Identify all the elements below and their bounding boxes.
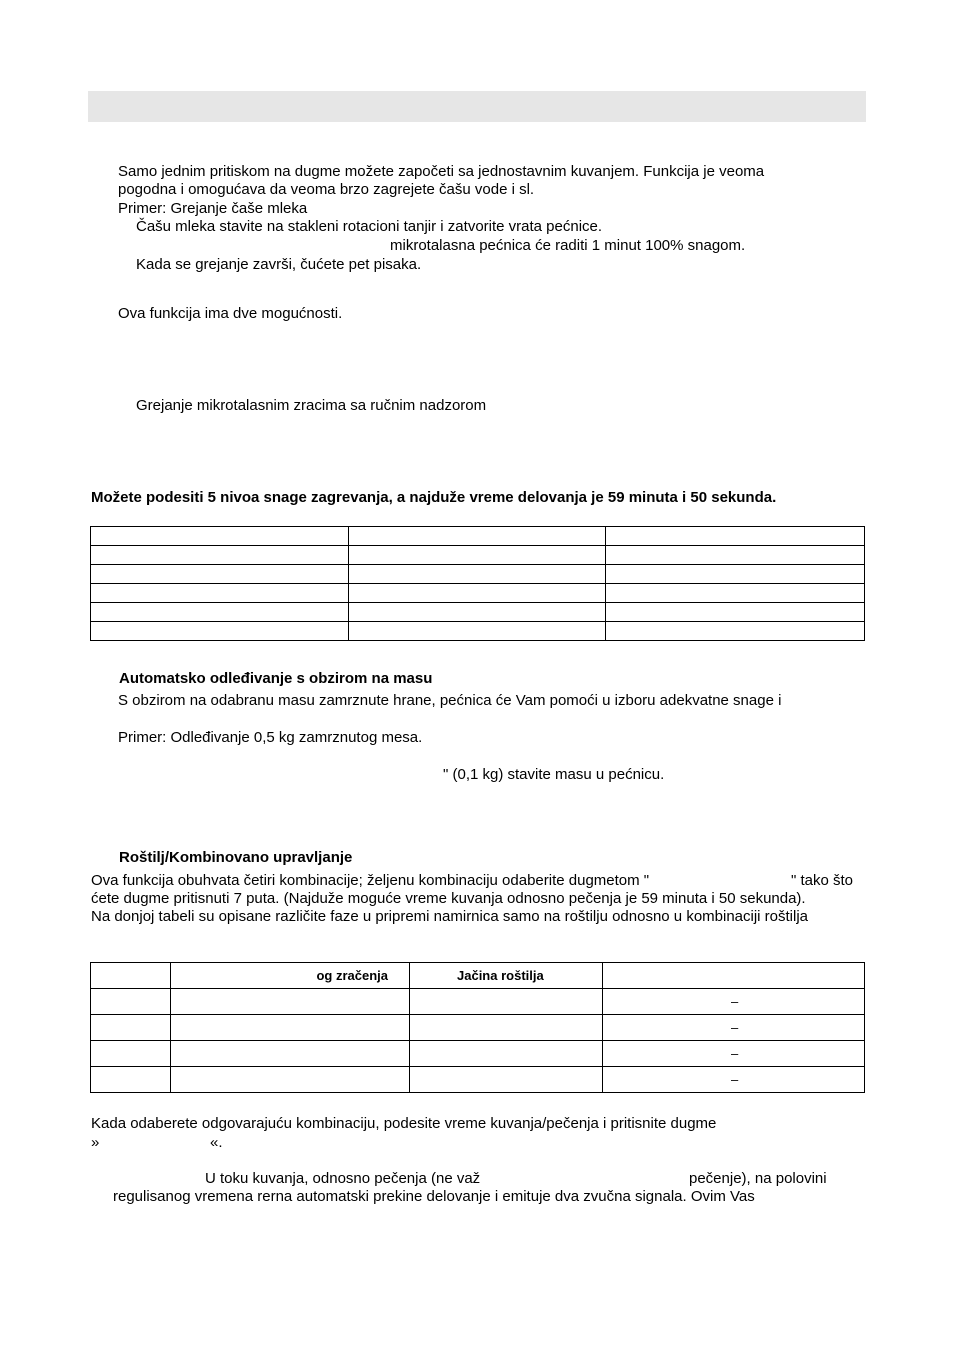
table-cell [606,546,865,565]
table-cell [91,546,349,565]
footer-quote-close: «. [210,1134,223,1151]
grill-line2: ćete dugme pritisnuti 7 puta. (Najduže moguće vreme kuvanja odnosno pečenja je 59 minuta i 50 sekunda). [91,890,806,907]
modes-manual: Grejanje mikrotalasnim zracima sa ručnim nadzorom [136,397,487,414]
table-row [91,622,865,641]
footer-line3-b: pečenje), na polovini [689,1170,827,1187]
table-header-cell: og zračenja [171,963,410,989]
grill-line1-end: " tako što [791,872,854,889]
table-cell [410,1067,603,1093]
table-row [91,603,865,622]
table-cell [171,1015,410,1041]
table-cell [606,565,865,584]
table-cell [349,622,606,641]
table-cell [171,1067,410,1093]
dash-mark: – [731,994,739,1009]
table-cell [410,1015,603,1041]
table-header-row [91,963,865,989]
table-cell [603,989,865,1015]
table-cell [91,527,349,546]
dash-mark: – [731,1046,739,1061]
footer-line1: Kada odaberete odgovarajuću kombinaciju, podesite vreme kuvanja/pečenja i pritisnite dugme [91,1115,717,1132]
table-cell [91,1015,171,1041]
defrost-example: Primer: Odleđivanje 0,5 kg zamrznutog mesa. [118,729,423,746]
dash-mark: – [731,1020,739,1035]
grill-line1: Ova funkcija obuhvata četiri kombinacije; željenu kombinaciju odaberite dugmetom " [91,872,650,889]
table-cell [606,622,865,641]
table-row [91,1067,865,1093]
power-table [90,526,865,641]
grill-title: Roštilj/Kombinovano upravljanje [119,849,353,866]
table-header-cell [603,963,865,989]
footer-line3-a: U toku kuvanja, odnosno pečenja (ne važ [205,1170,481,1187]
table-cell [606,527,865,546]
table-cell [606,603,865,622]
footer-quote-open: » [91,1134,100,1151]
table-cell [349,603,606,622]
quick-start-example: Primer: Grejanje čaše mleka [118,200,308,217]
table-cell [603,1041,865,1067]
grill-line3: Na donjoj tabeli su opisane različite faze u pripremi namirnica samo na roštilju odnosno u kombinaciji roštilja [91,908,809,925]
table-row [91,1015,865,1041]
defrost-title: Automatsko odleđivanje s obzirom na masu [119,670,433,687]
table-header-cell [91,963,171,989]
table-cell [171,989,410,1015]
table-row [91,565,865,584]
table-cell [91,1067,171,1093]
quick-start-line2: pogodna i omogućava da veoma brzo zagrejete čašu vode i sl. [118,181,535,198]
quick-start-step1: Čašu mleka stavite na stakleni rotacioni tanjir i zatvorite vrata pećnice. [136,218,603,235]
table-row [91,1041,865,1067]
table-cell [349,565,606,584]
table-cell [349,527,606,546]
table-header-cell: Jačina roštilja [410,963,603,989]
table-cell [349,546,606,565]
table-cell [603,1067,865,1093]
table-cell [91,622,349,641]
table-cell [91,1041,171,1067]
table-cell [171,1041,410,1067]
table-cell [606,584,865,603]
table-cell [91,584,349,603]
table-cell [410,1041,603,1067]
defrost-line1: S obzirom na odabranu masu zamrznute hrane, pećnica će Vam pomoći u izboru adekvatne snage i [118,692,782,709]
quick-start-step2: mikrotalasna pećnica će raditi 1 minut 100% snagom. [390,237,746,254]
modes-intro: Ova funkcija ima dve mogućnosti. [118,305,343,322]
table-cell [91,989,171,1015]
power-note: Možete podesiti 5 nivoa snage zagrevanja, a najduže vreme delovanja je 59 minuta i 50 sekunda. [91,489,777,506]
quick-start-step3: Kada se grejanje završi, čućete pet pisaka. [136,256,422,273]
grill-table [90,962,865,1093]
dash-mark: – [731,1072,739,1087]
table-row [91,584,865,603]
footer-line4: regulisanog vremena rerna automatski prekine delovanje i emituje dva zvučna signala. Ovim Vas [113,1188,755,1205]
table-cell [349,584,606,603]
table-cell [410,989,603,1015]
table-row [91,989,865,1015]
table-row [91,546,865,565]
table-cell [91,603,349,622]
section-header-band [88,91,866,122]
table-cell [603,1015,865,1041]
quick-start-line1: Samo jednim pritiskom na dugme možete započeti sa jednostavnim kuvanjem. Funkcija je veoma [118,163,765,180]
table-cell [91,565,349,584]
table-row [91,527,865,546]
defrost-step: " (0,1 kg) stavite masu u pećnicu. [443,766,665,783]
